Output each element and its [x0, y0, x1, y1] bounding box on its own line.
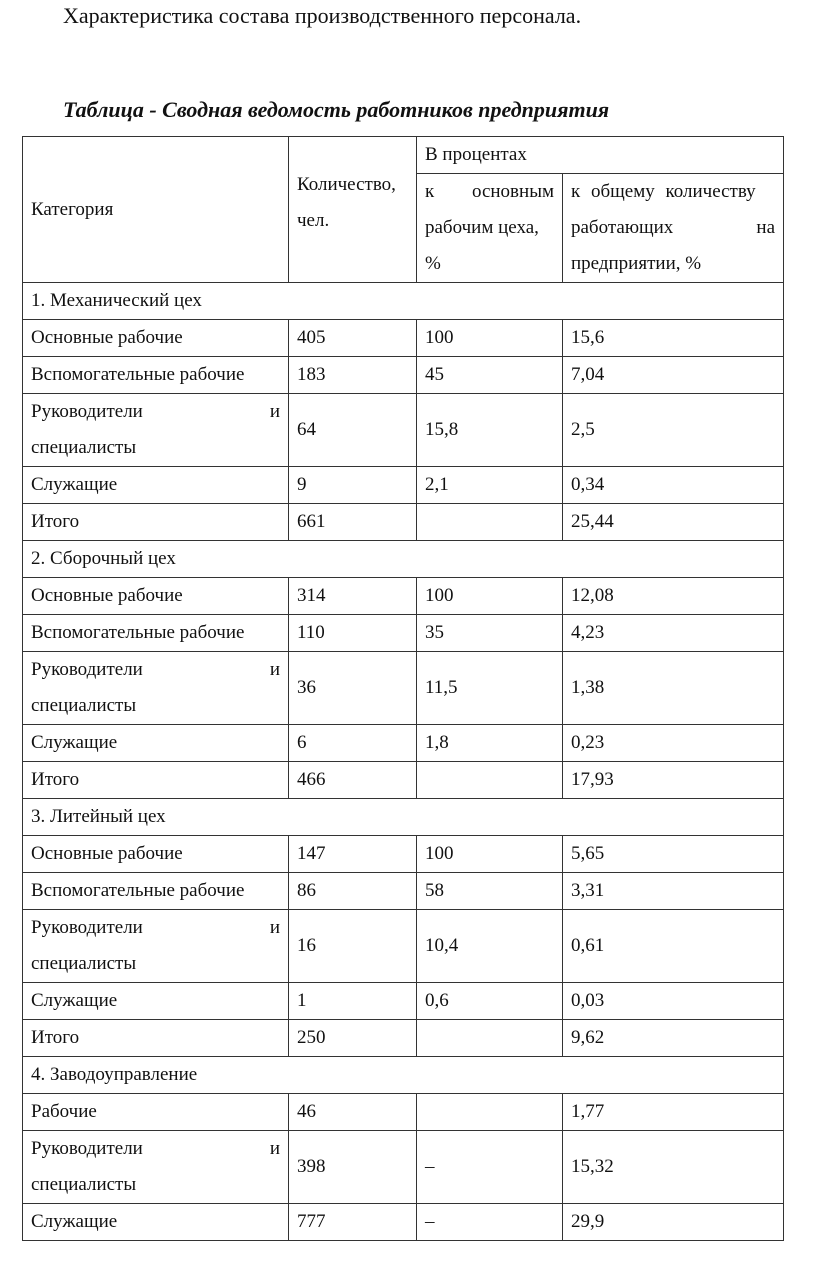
cell-pct-main: 35	[417, 615, 563, 652]
header-to-total	[563, 174, 784, 283]
section-row	[23, 1057, 784, 1094]
cell-pct-main: 1,8	[417, 725, 563, 762]
cell-pct-main: –	[417, 1131, 563, 1204]
cell-pct-main: 100	[417, 836, 563, 873]
table-row	[23, 1020, 784, 1057]
cell-category: Основные рабочие	[23, 836, 289, 873]
table-row	[23, 1204, 784, 1241]
header-to-total-a: работающих	[571, 217, 674, 238]
cell-pct-total: 0,61	[563, 910, 784, 983]
header-to-main-b: основным	[471, 181, 554, 202]
cell-pct-main: 10,4	[417, 910, 563, 983]
section-row	[23, 541, 784, 578]
cell-category	[23, 394, 289, 467]
cell-category: Служащие	[23, 467, 289, 504]
header-to-total-line1: к общему количеству	[571, 181, 756, 202]
section-title: 3. Литейный цех	[23, 799, 784, 836]
cell-category: Рабочие	[23, 1094, 289, 1131]
header-to-total-b: на	[756, 217, 776, 238]
cell-pct-total: 5,65	[563, 836, 784, 873]
header-to-main-a: к	[425, 181, 435, 202]
cell-pct-total: 9,62	[563, 1020, 784, 1057]
section-title: 4. Заводоуправление	[23, 1057, 784, 1094]
header-to-total-line3: предприятии, %	[571, 253, 702, 274]
category-part-a: Руководители	[31, 917, 143, 938]
table-row	[23, 873, 784, 910]
cell-count: 777	[289, 1204, 417, 1241]
cell-count: 147	[289, 836, 417, 873]
section-title: 1. Механический цех	[23, 283, 784, 320]
header-count	[289, 137, 417, 283]
cell-count: 110	[289, 615, 417, 652]
table-row	[23, 357, 784, 394]
section-row	[23, 799, 784, 836]
cell-count: 36	[289, 652, 417, 725]
cell-pct-total: 29,9	[563, 1204, 784, 1241]
cell-category	[23, 652, 289, 725]
cell-pct-main: 100	[417, 320, 563, 357]
cell-category: Вспомогательные рабочие	[23, 615, 289, 652]
cell-pct-main: 45	[417, 357, 563, 394]
cell-count: 398	[289, 1131, 417, 1204]
cell-pct-main: 100	[417, 578, 563, 615]
cell-pct-main: 58	[417, 873, 563, 910]
table-row	[23, 910, 784, 983]
category-part-c: специалисты	[31, 695, 137, 716]
category-part-b: и	[269, 1138, 280, 1159]
cell-pct-main	[417, 1094, 563, 1131]
table-row	[23, 1131, 784, 1204]
cell-pct-total: 0,03	[563, 983, 784, 1020]
cell-count: 183	[289, 357, 417, 394]
table-row	[23, 394, 784, 467]
header-to-main	[417, 174, 563, 283]
cell-count: 64	[289, 394, 417, 467]
cell-pct-main: 11,5	[417, 652, 563, 725]
category-part-b: и	[269, 659, 280, 680]
cell-pct-total: 4,23	[563, 615, 784, 652]
table-row	[23, 983, 784, 1020]
cell-count: 405	[289, 320, 417, 357]
cell-category: Вспомогательные рабочие	[23, 873, 289, 910]
cell-pct-main: –	[417, 1204, 563, 1241]
header-category: Категория	[23, 137, 289, 283]
cell-category: Итого	[23, 762, 289, 799]
category-part-a: Руководители	[31, 401, 143, 422]
table-row	[23, 725, 784, 762]
cell-category: Основные рабочие	[23, 320, 289, 357]
table-row	[23, 504, 784, 541]
table-row	[23, 578, 784, 615]
cell-pct-total: 0,23	[563, 725, 784, 762]
cell-pct-total: 0,34	[563, 467, 784, 504]
section-title: 2. Сборочный цех	[23, 541, 784, 578]
category-part-b: и	[269, 401, 280, 422]
table-caption: Таблица - Сводная ведомость работников предприятия	[63, 97, 610, 122]
table-row	[23, 762, 784, 799]
cell-category: Итого	[23, 1020, 289, 1057]
cell-category: Основные рабочие	[23, 578, 289, 615]
category-part-c: специалисты	[31, 437, 137, 458]
cell-pct-total: 2,5	[563, 394, 784, 467]
category-part-c: специалисты	[31, 1174, 137, 1195]
header-to-main-line2: рабочим цеха,	[425, 217, 539, 238]
cell-pct-main: 15,8	[417, 394, 563, 467]
cell-category: Вспомогательные рабочие	[23, 357, 289, 394]
cell-count: 6	[289, 725, 417, 762]
table-row	[23, 615, 784, 652]
cell-category: Служащие	[23, 983, 289, 1020]
table-row	[23, 320, 784, 357]
cell-pct-main	[417, 1020, 563, 1057]
cell-pct-main	[417, 762, 563, 799]
document-heading: Характеристика состава производственного персонала.	[63, 3, 582, 28]
cell-pct-total: 12,08	[563, 578, 784, 615]
cell-count: 16	[289, 910, 417, 983]
cell-pct-main: 2,1	[417, 467, 563, 504]
cell-count: 466	[289, 762, 417, 799]
cell-pct-total: 3,31	[563, 873, 784, 910]
section-row	[23, 283, 784, 320]
table-row	[23, 467, 784, 504]
cell-count: 46	[289, 1094, 417, 1131]
header-count-line2: чел.	[297, 210, 330, 231]
cell-pct-total: 25,44	[563, 504, 784, 541]
cell-category	[23, 910, 289, 983]
cell-pct-main	[417, 504, 563, 541]
category-part-b: и	[269, 917, 280, 938]
cell-pct-total: 1,77	[563, 1094, 784, 1131]
cell-count: 1	[289, 983, 417, 1020]
category-part-c: специалисты	[31, 953, 137, 974]
table-row	[23, 652, 784, 725]
cell-category	[23, 1131, 289, 1204]
cell-pct-total: 15,6	[563, 320, 784, 357]
cell-count: 9	[289, 467, 417, 504]
category-part-a: Руководители	[31, 1138, 143, 1159]
cell-pct-total: 7,04	[563, 357, 784, 394]
table-row	[23, 1094, 784, 1131]
cell-pct-total: 17,93	[563, 762, 784, 799]
cell-pct-main: 0,6	[417, 983, 563, 1020]
header-count-line1: Количество,	[297, 174, 396, 195]
cell-count: 661	[289, 504, 417, 541]
table-row	[23, 836, 784, 873]
header-to-main-line3: %	[425, 253, 441, 274]
category-part-a: Руководители	[31, 659, 143, 680]
header-percent: В процентах	[417, 137, 784, 174]
cell-pct-total: 15,32	[563, 1131, 784, 1204]
personnel-table	[22, 136, 784, 1241]
cell-category: Итого	[23, 504, 289, 541]
cell-count: 250	[289, 1020, 417, 1057]
cell-pct-total: 1,38	[563, 652, 784, 725]
cell-category: Служащие	[23, 725, 289, 762]
cell-count: 86	[289, 873, 417, 910]
cell-category: Служащие	[23, 1204, 289, 1241]
cell-count: 314	[289, 578, 417, 615]
